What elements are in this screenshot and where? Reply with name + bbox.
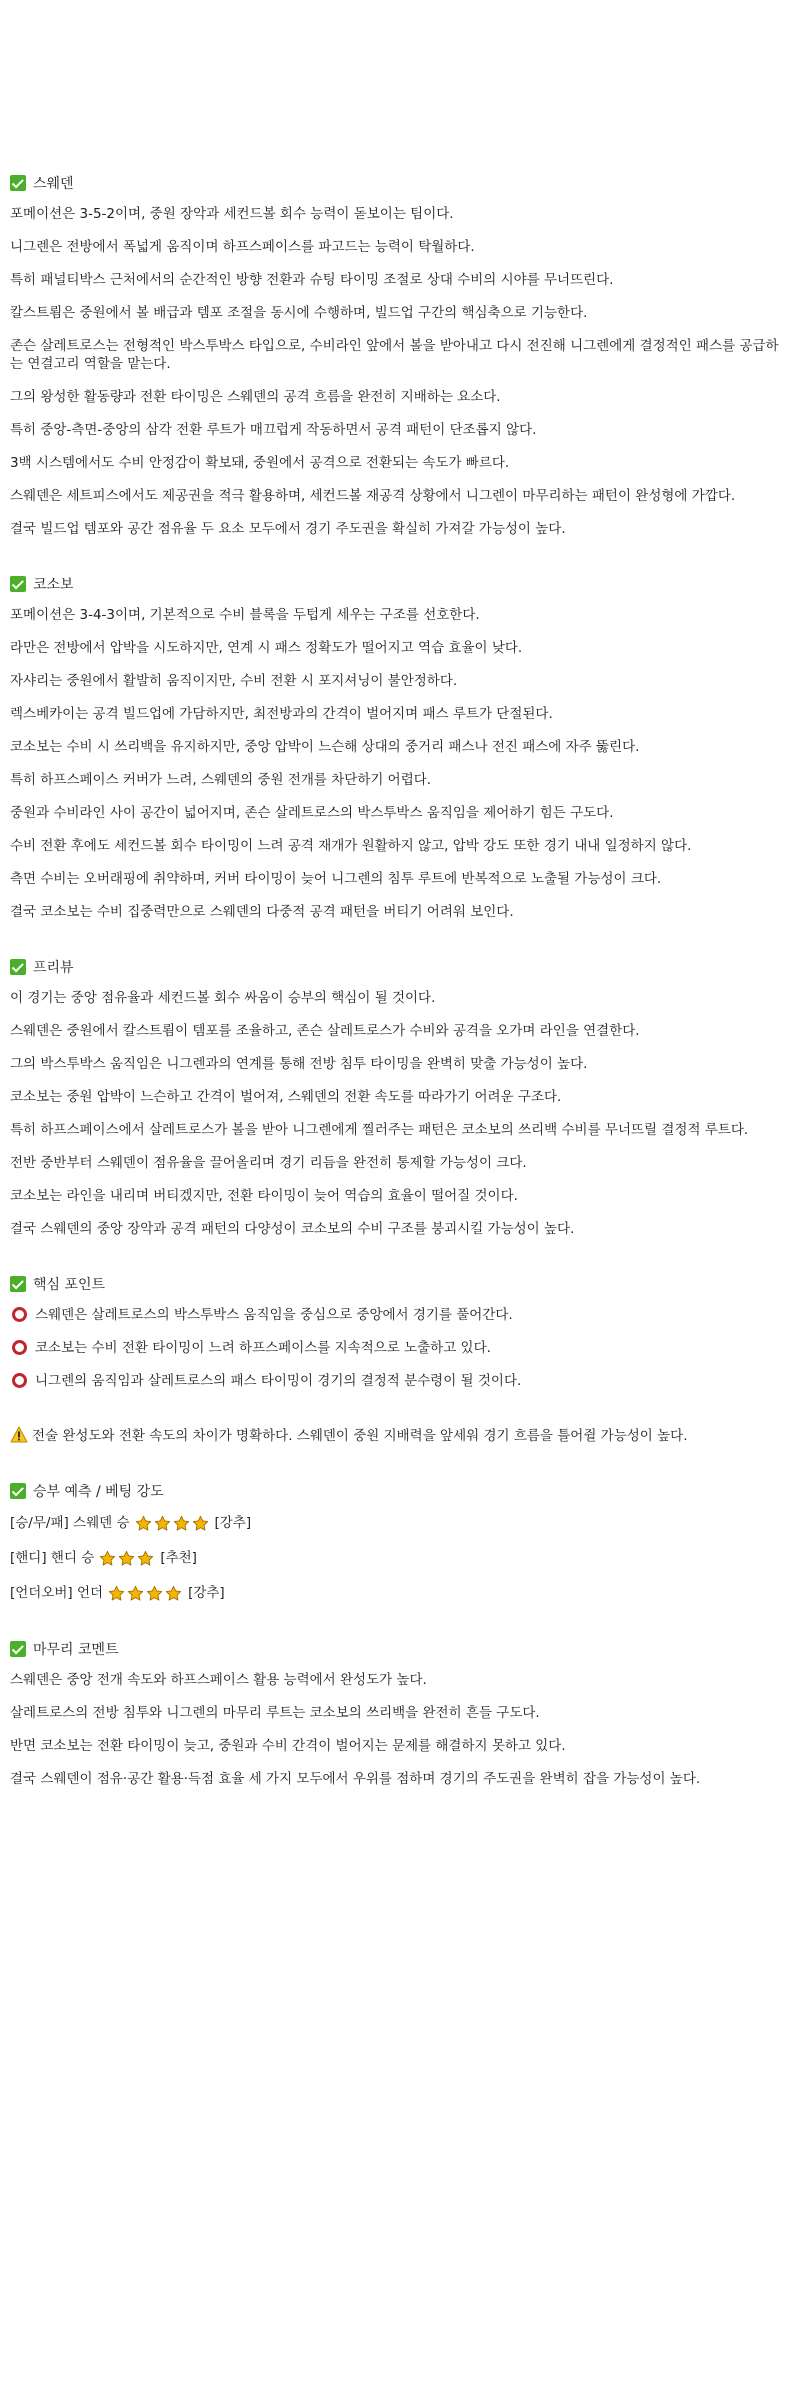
paragraph: 측면 수비는 오버래핑에 취약하며, 커버 타이밍이 늦어 니그렌의 침투 루트에 반복적으로 노출될 가능성이 크다. (10, 871, 662, 887)
star-icon (146, 1585, 163, 1602)
paragraph: 특히 하프스페이스에서 살레트로스가 볼을 받아 니그렌에게 찔러주는 패턴은 코소보의 쓰리백 수비를 무너뜨릴 결정적 루트다. (10, 1122, 749, 1138)
key-point-item (10, 1306, 781, 1324)
red-circle-icon (12, 1307, 27, 1322)
paragraph: 코소보는 수비 시 쓰리백을 유지하지만, 중앙 압박이 느슨해 상대의 중거리 패스나 전진 패스에 자주 뚫린다. (10, 739, 640, 755)
section-title: 마무리 코멘트 (33, 1642, 119, 1658)
key-point-text: 니그렌의 움직임과 살레트로스의 패스 타이밍이 경기의 결정적 분수령이 될 것이다. (35, 1373, 522, 1389)
paragraph: 결국 스웨덴이 점유·공간 활용·득점 효율 세 가지 모두에서 우위를 점하며 경기의 주도권을 완벽히 잡을 가능성이 높다. (10, 1771, 701, 1787)
paragraph: 그의 왕성한 활동량과 전환 타이밍은 스웨덴의 공격 흐름을 완전히 지배하는 요소다. (10, 389, 501, 405)
star-icon (135, 1515, 152, 1532)
paragraph: 스웨덴은 세트피스에서도 제공권을 적극 활용하며, 세컨드볼 재공격 상황에서 니그렌이 마무리하는 패턴이 완성형에 가깝다. (10, 488, 736, 504)
section-heading (10, 574, 781, 594)
section-prediction (10, 1481, 781, 1603)
paragraph: 결국 코소보는 수비 집중력만으로 스웨덴의 다중적 공격 패턴을 버티기 어려워 보인다. (10, 904, 514, 920)
paragraph: 칼스트룀은 중원에서 볼 배급과 템포 조절을 동시에 수행하며, 빌드업 구간의 핵심축으로 기능한다. (10, 305, 588, 321)
paragraph: 자샤리는 중원에서 활발히 움직이지만, 수비 전환 시 포지셔닝이 불안정하다. (10, 673, 458, 689)
paragraph: 스웨덴은 중앙 전개 속도와 하프스페이스 활용 능력에서 완성도가 높다. (10, 1672, 427, 1688)
paragraph: 포메이션은 3-5-2이며, 중원 장악과 세컨드볼 회수 능력이 돋보이는 팀이다. (10, 206, 454, 222)
paragraph: 3백 시스템에서도 수비 안정감이 확보돼, 중원에서 공격으로 전환되는 속도가 빠르다. (10, 455, 510, 471)
bet-row (10, 1513, 781, 1533)
red-circle-icon (12, 1373, 27, 1388)
section-heading (10, 1481, 781, 1501)
star-icon (99, 1550, 116, 1567)
star-rating (135, 1515, 211, 1532)
red-circle-icon (12, 1340, 27, 1355)
section-key-points (10, 1274, 781, 1390)
paragraph: 포메이션은 3-4-3이며, 기본적으로 수비 블록을 두텁게 세우는 구조를 선호한다. (10, 607, 480, 623)
star-rating (99, 1550, 156, 1567)
warning-paragraph (10, 1426, 781, 1445)
section-title: 스웨덴 (33, 176, 74, 192)
paragraph: 중원과 수비라인 사이 공간이 넓어지며, 존슨 살레트로스의 박스투박스 움직임을 제어하기 힘든 구도다. (10, 805, 614, 821)
check-mark-icon (10, 1483, 26, 1499)
section-title: 코소보 (33, 577, 74, 593)
section-title: 승부 예측 / 베팅 강도 (33, 1484, 164, 1500)
paragraph: 코소보는 중원 압박이 느슨하고 간격이 벌어져, 스웨덴의 전환 속도를 따라가기 어려운 구조다. (10, 1089, 562, 1105)
bet-strength: [강추] (214, 1515, 252, 1531)
section-title: 핵심 포인트 (33, 1277, 106, 1293)
bet-row (10, 1583, 781, 1603)
section-preview (10, 957, 781, 1238)
bet-label: [승/무/패] 스웨덴 승 (10, 1515, 130, 1531)
section-sweden (10, 173, 781, 538)
section-heading (10, 1274, 781, 1294)
paragraph: 수비 전환 후에도 세컨드볼 회수 타이밍이 느려 공격 재개가 원활하지 않고, 압박 강도 또한 경기 내내 일정하지 않다. (10, 838, 692, 854)
section-heading (10, 957, 781, 977)
paragraph: 특히 하프스페이스 커버가 느려, 스웨덴의 중원 전개를 차단하기 어렵다. (10, 772, 432, 788)
bet-strength: [강추] (188, 1585, 225, 1601)
star-icon (173, 1515, 190, 1532)
paragraph: 특히 중앙-측면-중앙의 삼각 전환 루트가 매끄럽게 작동하면서 공격 패턴이 단조롭지 않다. (10, 422, 537, 438)
warning-text: 전술 완성도와 전환 속도의 차이가 명확하다. 스웨덴이 중원 지배력을 앞세워 경기 흐름을 틀어쥘 가능성이 높다. (32, 1428, 688, 1444)
key-point-text: 스웨덴은 살레트로스의 박스투박스 움직임을 중심으로 중앙에서 경기를 풀어간다. (35, 1307, 513, 1323)
section-kosovo (10, 574, 781, 921)
paragraph: 스웨덴은 중원에서 칼스트룀이 템포를 조율하고, 존슨 살레트로스가 수비와 공격을 오가며 라인을 연결한다. (10, 1023, 640, 1039)
star-icon (165, 1585, 182, 1602)
star-rating (108, 1585, 184, 1602)
paragraph: 전반 중반부터 스웨덴이 점유율을 끌어올리며 경기 리듬을 완전히 통제할 가능성이 크다. (10, 1155, 527, 1171)
paragraph: 살레트로스의 전방 침투와 니그렌의 마무리 루트는 코소보의 쓰리백을 완전히 흔들 구도다. (10, 1705, 540, 1721)
paragraph: 존슨 살레트로스는 전형적인 박스투박스 타입으로, 수비라인 앞에서 볼을 받아내고 다시 전진해 니그렌에게 결정적인 패스를 공급하는 연결고리 역할을 맡는다. (10, 338, 779, 372)
section-closing (10, 1639, 781, 1788)
star-icon (108, 1585, 125, 1602)
paragraph: 코소보는 라인을 내리며 버티겠지만, 전환 타이밍이 늦어 역습의 효율이 떨어질 것이다. (10, 1188, 518, 1204)
section-heading (10, 1639, 781, 1659)
star-icon (127, 1585, 144, 1602)
bet-strength: [추천] (160, 1550, 197, 1566)
paragraph: 반면 코소보는 전환 타이밍이 늦고, 중원과 수비 간격이 벌어지는 문제를 해결하지 못하고 있다. (10, 1738, 566, 1754)
paragraph: 특히 패널티박스 근처에서의 순간적인 방향 전환과 슈팅 타이밍 조절로 상대 수비의 시야를 무너뜨린다. (10, 272, 614, 288)
paragraph: 이 경기는 중앙 점유율과 세컨드볼 회수 싸움이 승부의 핵심이 될 것이다. (10, 990, 436, 1006)
star-icon (192, 1515, 209, 1532)
key-point-item (10, 1372, 781, 1390)
paragraph: 라만은 전방에서 압박을 시도하지만, 연계 시 패스 정확도가 떨어지고 역습 효율이 낮다. (10, 640, 523, 656)
star-icon (118, 1550, 135, 1567)
check-mark-icon (10, 1276, 26, 1292)
paragraph: 니그렌은 전방에서 폭넓게 움직이며 하프스페이스를 파고드는 능력이 탁월하다. (10, 239, 475, 255)
paragraph: 렉스베카이는 공격 빌드업에 가담하지만, 최전방과의 간격이 벌어지며 패스 루트가 단절된다. (10, 706, 553, 722)
bet-label: [언더오버] 언더 (10, 1585, 104, 1601)
paragraph: 그의 박스투박스 움직임은 니그렌과의 연계를 통해 전방 침투 타이밍을 완벽히 맞출 가능성이 높다. (10, 1056, 588, 1072)
section-heading (10, 173, 781, 193)
check-mark-icon (10, 576, 26, 592)
warning-note (10, 1426, 781, 1445)
bet-row (10, 1548, 781, 1568)
check-mark-icon (10, 959, 26, 975)
key-point-text: 코소보는 수비 전환 타이밍이 느려 하프스페이스를 지속적으로 노출하고 있다. (35, 1340, 491, 1356)
paragraph: 결국 빌드업 템포와 공간 점유율 두 요소 모두에서 경기 주도권을 확실히 가져갈 가능성이 높다. (10, 521, 566, 537)
check-mark-icon (10, 1641, 26, 1657)
bet-label: [핸디] 핸디 승 (10, 1550, 95, 1566)
check-mark-icon (10, 175, 26, 191)
star-icon (137, 1550, 154, 1567)
paragraph: 결국 스웨덴의 중앙 장악과 공격 패턴의 다양성이 코소보의 수비 구조를 붕괴시킬 가능성이 높다. (10, 1221, 575, 1237)
warning-icon (10, 1426, 28, 1443)
key-point-item (10, 1339, 781, 1357)
star-icon (154, 1515, 171, 1532)
section-title: 프리뷰 (33, 960, 74, 976)
